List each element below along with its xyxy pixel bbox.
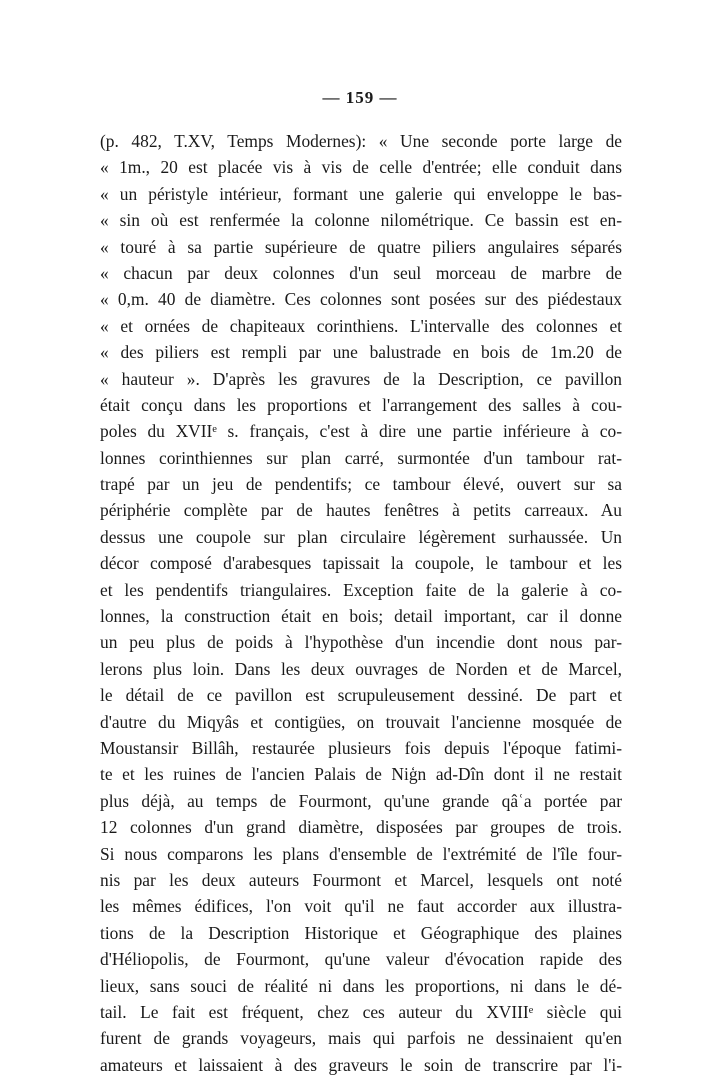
text-line: tions de la Description Historique et Géographique des plaines [100,922,622,943]
text-line: un peu plus de poids à l'hypothèse d'un incendie dont nous par- [100,632,622,653]
text-line: « chacun par deux colonnes d'un seul morceau de marbre de [100,262,622,283]
text-line: dessus une coupole sur plan circulaire légèrement surhaussée. Un [100,526,622,547]
text-line: décor composé d'arabesques tapissait la coupole, le tambour et les [100,553,622,574]
text-line: lonnes, la construction était en bois; detail important, car il donne [100,606,622,627]
text-line: lieux, sans souci de réalité ni dans les proportions, ni dans le dé- [100,975,622,996]
text-line: « un péristyle intérieur, formant une galerie qui enveloppe le bas- [100,183,622,204]
text-line: périphérie complète par de hautes fenêtres à petits carreaux. Au [100,500,622,521]
text-line: « 0,m. 40 de diamètre. Ces colonnes sont posées sur des piédestaux [100,289,622,310]
text-line: d'autre du Miqyâs et contigües, on trouvait l'ancienne mosquée de [100,711,622,732]
page-number: — 159 — [322,88,398,107]
text-line: trapé par un jeu de pendentifs; ce tambour élevé, ouvert sur sa [100,474,622,495]
text-line: « sin où est renfermée la colonne nilométrique. Ce bassin est en- [100,210,622,231]
text-line: « et ornées de chapiteaux corinthiens. L'intervalle des colonnes et [100,315,622,336]
text-line: « touré à sa partie supérieure de quatre piliers angulaires séparés [100,236,622,257]
text-line: les mêmes édifices, l'on voit qu'il ne faut accorder aux illustra- [100,896,622,917]
text-line: lerons plus loin. Dans les deux ouvrages de Norden et de Marcel, [100,658,622,679]
text-line: « des piliers est rempli par une balustrade en bois de 1m.20 de [100,342,622,363]
body-text [100,128,622,1078]
text-line: « 1m., 20 est placée vis à vis de celle d'entrée; elle conduit dans [100,157,622,178]
text-line: Moustansir Billâh, restaurée plusieurs fois depuis l'époque fatimi- [100,737,622,758]
text-line: et les pendentifs triangulaires. Exception faite de la galerie à co- [100,579,622,600]
text-line: Si nous comparons les plans d'ensemble de l'extrémité de l'île four- [100,843,622,864]
text-line: 12 colonnes d'un grand diamètre, disposées par groupes de trois. [100,817,622,838]
text-line: te et les ruines de l'ancien Palais de Niģn ad-Dîn dont il ne restait [100,764,622,785]
text-line: tail. Le fait est fréquent, chez ces auteur du XVIIIᵉ siècle qui [100,1001,622,1022]
text-line: nis par les deux auteurs Fourmont et Marcel, lesquels ont noté [100,869,622,890]
text-line: lonnes corinthiennes sur plan carré, surmontée d'un tambour rat- [100,447,622,468]
text-line: plus déjà, au temps de Fourmont, qu'une grande qâʿa portée par [100,790,622,811]
text-line: (p. 482, T.XV, Temps Modernes): « Une seconde porte large de [100,131,622,151]
text-line: furent de grands voyageurs, mais qui parfois ne dessinaient qu'en [100,1028,622,1049]
text-line: amateurs et laissaient à des graveurs le soin de transcrire par l'i- [100,1054,622,1075]
text-line: poles du XVIIᵉ s. français, c'est à dire une partie inférieure à co- [100,421,622,442]
text-line: d'Héliopolis, de Fourmont, qu'une valeur d'évocation rapide des [100,949,622,970]
text-line: le détail de ce pavillon est scrupuleusement dessiné. De part et [100,685,622,706]
text-line: « hauteur ». D'après les gravures de la Description, ce pavillon [100,368,622,389]
text-line: était conçu dans les proportions et l'arrangement des salles à cou- [100,394,622,415]
